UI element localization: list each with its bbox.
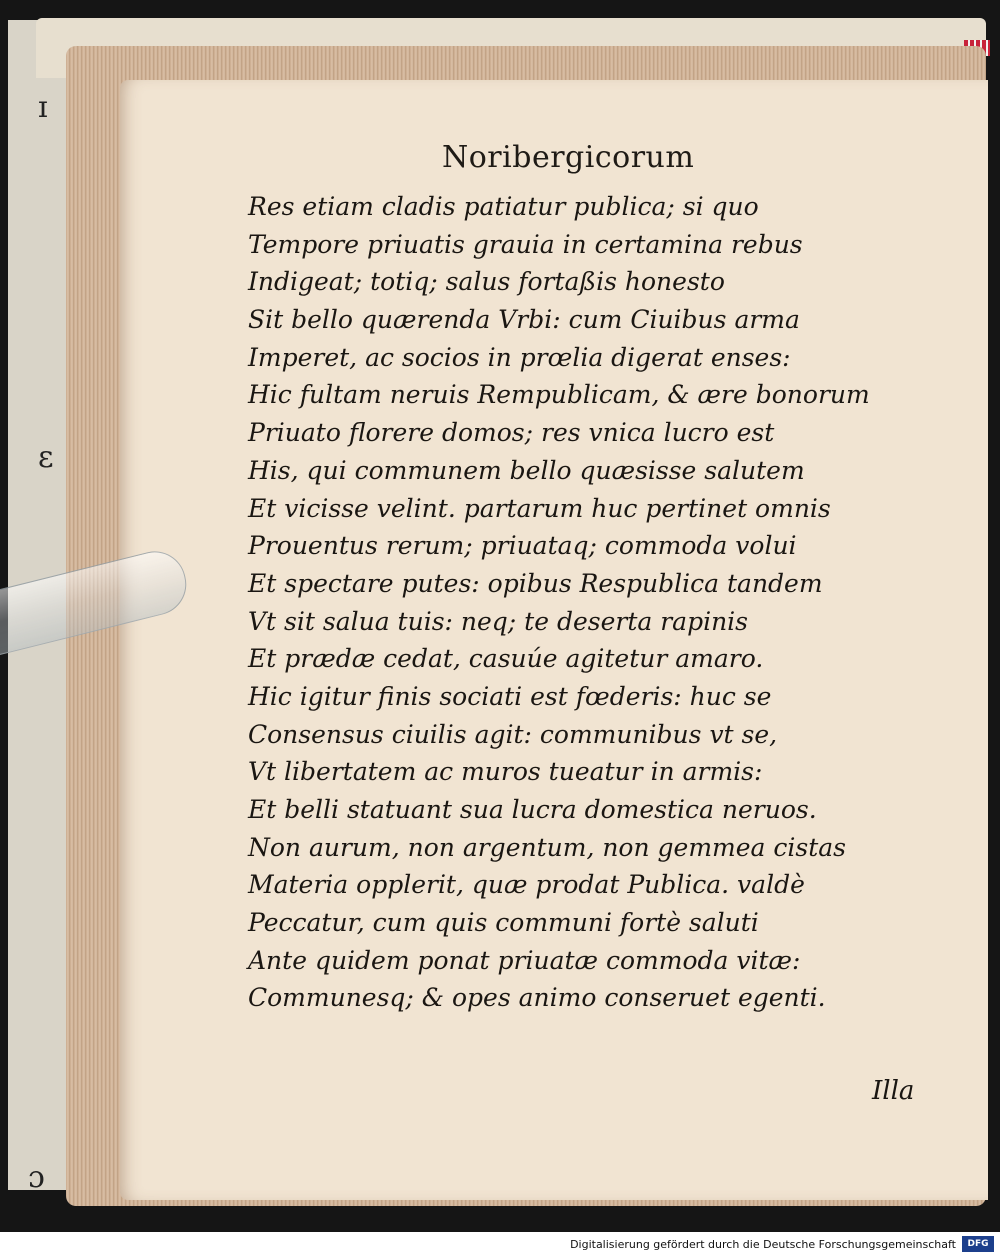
- dfg-logo: DFG: [962, 1236, 994, 1252]
- verse-line: Peccatur, cum quis communi fortè saluti: [248, 908, 759, 938]
- verse-line: Priuato florere domos; res vnica lucro est: [248, 418, 775, 448]
- verse-line: Sit bello quærenda Vrbi: cum Ciuibus arma: [248, 305, 800, 335]
- verse-line: Vt sit salua tuis: neq; te deserta rapinis: [248, 606, 748, 636]
- verse-line: Et prædæ cedat, casuúe agitetur amaro.: [248, 644, 764, 674]
- verse-line: His, qui communem bello quæsisse salutem: [248, 455, 805, 485]
- verse-line: Hic igitur finis sociati est fœderis: huc se: [248, 681, 772, 711]
- verse-line: Vt libertatem ac muros tueatur in armis:: [248, 757, 763, 787]
- verse-line: Et spectare putes: opibus Respublica tandem: [248, 568, 823, 598]
- verse-line: Prouentus rerum; priuataq; commoda volui: [248, 531, 797, 561]
- running-head: Noribergicorum: [442, 140, 695, 175]
- verse-line: Indigeat; totiq; salus fortaßis honesto: [248, 267, 725, 297]
- verse-line: Res etiam cladis patiatur publica; si quo: [248, 192, 759, 221]
- verse-line: Et vicisse velint. partarum huc pertinet omnis: [248, 493, 831, 523]
- verse-line: Non aurum, non argentum, non gemmea cistas: [248, 832, 846, 862]
- verse-line: Materia opplerit, quæ prodat Publica. valdè: [248, 870, 805, 900]
- footer-bar: [0, 1232, 1000, 1258]
- edge-glyph: ɔ: [28, 1160, 45, 1195]
- verse-block: [248, 188, 928, 1017]
- verse-line: Communesq; & opes animo conseruet egenti.: [248, 983, 826, 1013]
- verse-line: Et belli statuant sua lucra domestica neruos.: [248, 795, 817, 824]
- verse-line: Hic fultam neruis Rempublicam, & ære bonorum: [248, 380, 870, 410]
- edge-glyph: ɪ: [38, 90, 48, 125]
- verse-line: Tempore priuatis grauia in certamina rebus: [248, 229, 803, 259]
- verse-line: Imperet, ac socios in prœlia digerat enses:: [248, 342, 791, 372]
- edge-glyph: ɛ: [38, 440, 54, 475]
- funding-credit: Digitalisierung gefördert durch die Deutsche Forschungsgemeinschaft: [570, 1238, 956, 1251]
- verse-line: Ante quidem ponat priuatæ commoda vitæ:: [248, 945, 801, 975]
- verse-line: Consensus ciuilis agit: communibus vt se,: [248, 719, 778, 749]
- catchword: Illa: [872, 1076, 915, 1106]
